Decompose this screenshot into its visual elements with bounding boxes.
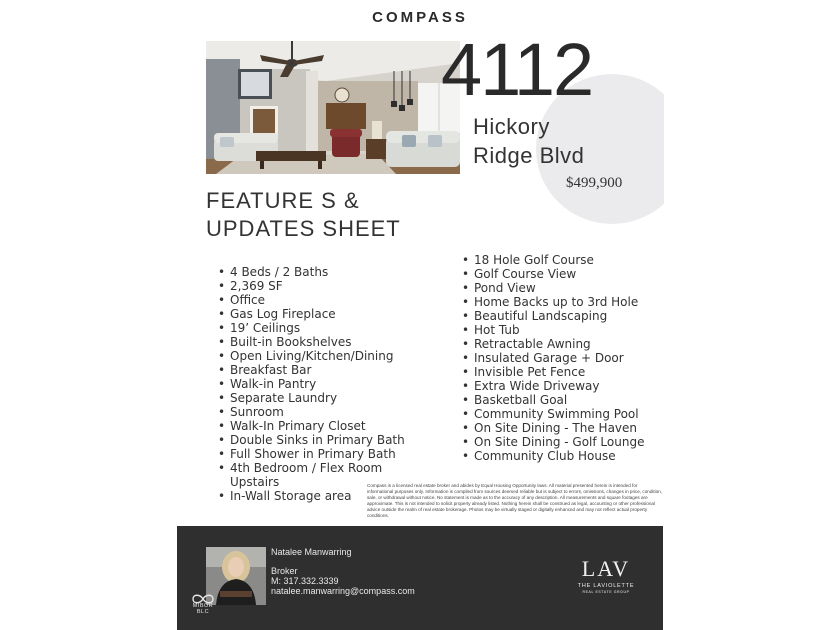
laviolette-name: THE LAVIOLETTE [577, 583, 635, 589]
feature-item: • Pond View [462, 281, 672, 295]
feature-item: • Sunroom [218, 405, 423, 419]
laviolette-logo [568, 557, 644, 594]
sheet-title-line-1: FEATURE S & [206, 188, 360, 213]
feature-item: • 18 Hole Golf Course [462, 253, 672, 267]
feature-item: • On Site Dining - Golf Lounge [462, 435, 672, 449]
feature-item: • Double Sinks in Primary Bath [218, 433, 423, 447]
infinity-icon [190, 590, 216, 602]
feature-item: • Separate Laundry [218, 391, 423, 405]
living-room-photo [206, 41, 460, 174]
feature-item: • 19’ Ceilings [218, 321, 423, 335]
laviolette-mark: LAV [581, 556, 631, 581]
feature-item: • Retractable Awning [462, 337, 672, 351]
mibor-label: MIBOR BLC [192, 603, 214, 615]
sheet-title [206, 187, 401, 243]
feature-item: • Walk-In Primary Closet [218, 419, 423, 433]
agent-email[interactable]: natalee.manwarring@compass.com [271, 586, 415, 596]
feature-item: • Invisible Pet Fence [462, 365, 672, 379]
feature-item: • Gas Log Fireplace [218, 307, 423, 321]
feature-item: • 4 Beds / 2 Baths [218, 265, 423, 279]
feature-item: • Community Swimming Pool [462, 407, 672, 421]
street-line-2: Ridge Blvd [473, 143, 585, 168]
features-list-left [218, 265, 423, 503]
feature-item: • Golf Course View [462, 267, 672, 281]
feature-item: • Hot Tub [462, 323, 672, 337]
feature-item: • 2,369 SF [218, 279, 423, 293]
street-line-1: Hickory [473, 114, 550, 139]
features-list-right [462, 253, 672, 463]
feature-item: • Walk-in Pantry [218, 377, 423, 391]
feature-item: • Insulated Garage + Door [462, 351, 672, 365]
agent-name: Natalee Manwarring [271, 547, 352, 557]
agent-phone[interactable]: M: 317.332.3339 [271, 576, 339, 586]
sheet-title-line-2: UPDATES SHEET [206, 216, 401, 241]
agent-role: Broker [271, 566, 298, 576]
feature-item: • Full Shower in Primary Bath [218, 447, 423, 461]
feature-item: • Community Club House [462, 449, 672, 463]
legal-disclaimer: Compass is a licensed real estate broker and abides by Equal Housing Opportunity laws. All material presented herein is intended for informational purposes only. Information is compiled from sources deemed reliable but is subject to errors, omissions, changes in price, condition, sale, or withdrawal without notice. No statement is made as to the accuracy of any description. All measurements and square footages are approximate. This is not intended to solicit property already listed. Nothing herein shall be construed as legal, accounting or other professional advice outside the realm of real estate brokerage. Photos may be virtually staged or digitally enhanced and may not reflect actual property conditions. [367, 483, 663, 518]
feature-item: • Office [218, 293, 423, 307]
feature-item: • Home Backs up to 3rd Hole [462, 295, 672, 309]
feature-item: • Extra Wide Driveway [462, 379, 672, 393]
feature-item: • In-Wall Storage area [218, 489, 423, 503]
compass-logo: COMPASS [372, 9, 468, 26]
feature-item: • Basketball Goal [462, 393, 672, 407]
feature-item: • Open Living/Kitchen/Dining [218, 349, 423, 363]
listing-price: $499,900 [566, 175, 623, 191]
street-name [473, 112, 584, 170]
feature-item: • Breakfast Bar [218, 363, 423, 377]
feature-item: • Beautiful Landscaping [462, 309, 672, 323]
feature-item: • Built-in Bookshelves [218, 335, 423, 349]
feature-item: • 4th Bedroom / Flex Room Upstairs [218, 461, 400, 489]
laviolette-sub: REAL ESTATE GROUP [582, 590, 630, 594]
street-number: 4112 [441, 28, 593, 111]
feature-item: • On Site Dining - The Haven [462, 421, 672, 435]
